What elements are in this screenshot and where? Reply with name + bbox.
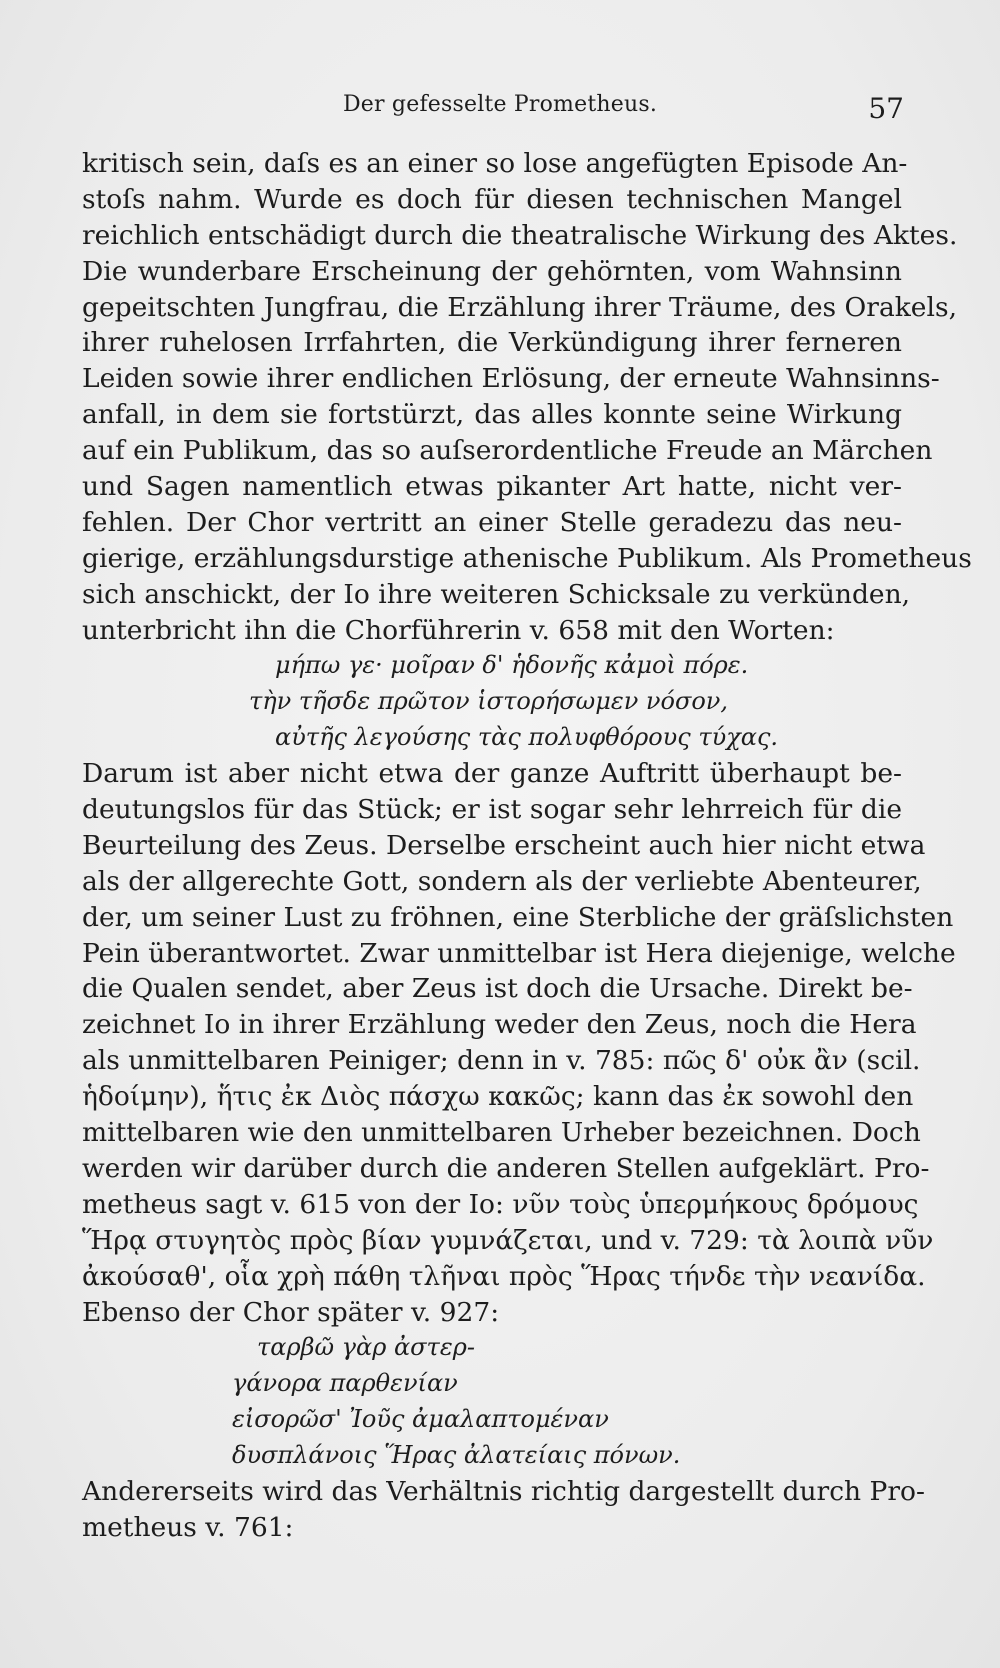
text-line: fehlen. Der Chor vertritt an einer Stelle geradezu das neu- xyxy=(82,506,902,538)
text-line: auf ein Publikum, das so auſserordentliche Freude an Märchen xyxy=(82,435,933,467)
text-line: unterbricht ihn die Chorführerin v. 658 mit den Worten: xyxy=(82,614,835,646)
greek-verse-line: εἰσορῶσ' Ἰοῦς ἀμαλαπτομέναν xyxy=(232,1405,609,1434)
greek-verse-line: δυσπλάνοις Ἥρας ἀλατείαις πόνων. xyxy=(232,1441,681,1470)
greek-verse-line: αὐτῆς λεγούσης τὰς πολυφθόρους τύχας. xyxy=(275,723,779,752)
text-line: gierige, erzählungsdurstige athenische Publikum. Als Prometheus xyxy=(82,542,972,574)
text-line: kritisch sein, daſs es an einer so lose angefügten Episode An- xyxy=(82,148,908,179)
greek-verse-line: μήπω γε· μοῖραν δ' ἡδονῆς κἀμοὶ πόρε. xyxy=(275,651,749,680)
text-line: mittelbaren wie den unmittelbaren Urheber bezeichnen. Doch xyxy=(82,1117,921,1149)
text-line: als unmittelbaren Peiniger; denn in v. 785: πῶς δ' οὐκ ἂν (scil. xyxy=(82,1045,921,1077)
text-line: Ἥρᾳ στυγητὸς πρὸς βίαν γυμνάζεται, und v. 729: τὰ λοιπὰ νῦν xyxy=(82,1224,934,1256)
greek-verse-line: τὴν τῆσδε πρῶτον ἱστορήσωμεν νόσον, xyxy=(249,687,729,716)
text-line: die Qualen sendet, aber Zeus ist doch die Ursache. Direkt be- xyxy=(82,973,913,1005)
greek-verse-line: γάνορα παρθενίαν xyxy=(232,1369,458,1398)
text-line: anfall, in dem sie fortstürzt, das alles konnte seine Wirkung xyxy=(82,399,902,431)
text-line: reichlich entschädigt durch die theatralische Wirkung des Aktes. xyxy=(82,219,958,251)
text-line: und Sagen namentlich etwas pikanter Art hatte, nicht ver- xyxy=(82,471,902,503)
body-text xyxy=(82,146,972,1546)
text-line: Andererseits wird das Verhältnis richtig dargestellt durch Pro- xyxy=(82,1475,925,1507)
text-line: Pein überantwortet. Zwar unmittelbar ist Hera diejenige, welche xyxy=(82,937,956,969)
text-line: Leiden sowie ihrer endlichen Erlösung, der erneute Wahnsinns- xyxy=(82,363,940,395)
text-line: ihrer ruhelosen Irrfahrten, die Verkündigung ihrer ferneren xyxy=(82,327,902,359)
text-line: stoſs nahm. Wurde es doch für diesen technischen Mangel xyxy=(82,183,902,215)
text-line: gepeitschten Jungfrau, die Erzählung ihrer Träume, des Orakels, xyxy=(82,291,957,323)
text-line: metheus v. 761: xyxy=(82,1511,294,1543)
text-line: deutungslos für das Stück; er ist sogar sehr lehrreich für die xyxy=(82,794,902,826)
text-line: Darum ist aber nicht etwa der ganze Auftritt überhaupt be- xyxy=(82,758,902,790)
text-line: ἡδοίμην), ἥτις ἐκ Διὸς πάσχω κακῶς; kann das ἐκ sowohl den xyxy=(82,1081,914,1113)
text-line: der, um seiner Lust zu fröhnen, eine Sterbliche der gräſslichsten xyxy=(82,901,954,933)
page-number: 57 xyxy=(868,92,904,125)
text-line: Ebenso der Chor später v. 927: xyxy=(82,1296,500,1328)
text-line: metheus sagt v. 615 von der Io: νῦν τοὺς ὑπερμήκους δρόμους xyxy=(82,1188,919,1220)
running-title: Der gefesselte Prometheus. xyxy=(342,92,658,117)
text-line: werden wir darüber durch die anderen Stellen aufgeklärt. Pro- xyxy=(82,1152,930,1184)
text-line: Die wunderbare Erscheinung der gehörnten, vom Wahnsinn xyxy=(82,255,902,287)
greek-verse-line: ταρβῶ γὰρ ἀστερ- xyxy=(257,1333,475,1362)
text-line: Beurteilung des Zeus. Derselbe erscheint auch hier nicht etwa xyxy=(82,829,926,861)
text-line: zeichnet Io in ihrer Erzählung weder den Zeus, noch die Hera xyxy=(82,1009,917,1041)
text-line: als der allgerechte Gott, sondern als der verliebte Abenteurer, xyxy=(82,865,922,897)
page-header xyxy=(0,92,1000,132)
text-line: ἀκούσαθ', οἷα χρὴ πάθη τλῆναι πρὸς Ἥρας τήνδε τὴν νεανίδα. xyxy=(82,1260,926,1292)
text-line: sich anschickt, der Io ihre weiteren Schicksale zu verkünden, xyxy=(82,578,911,610)
